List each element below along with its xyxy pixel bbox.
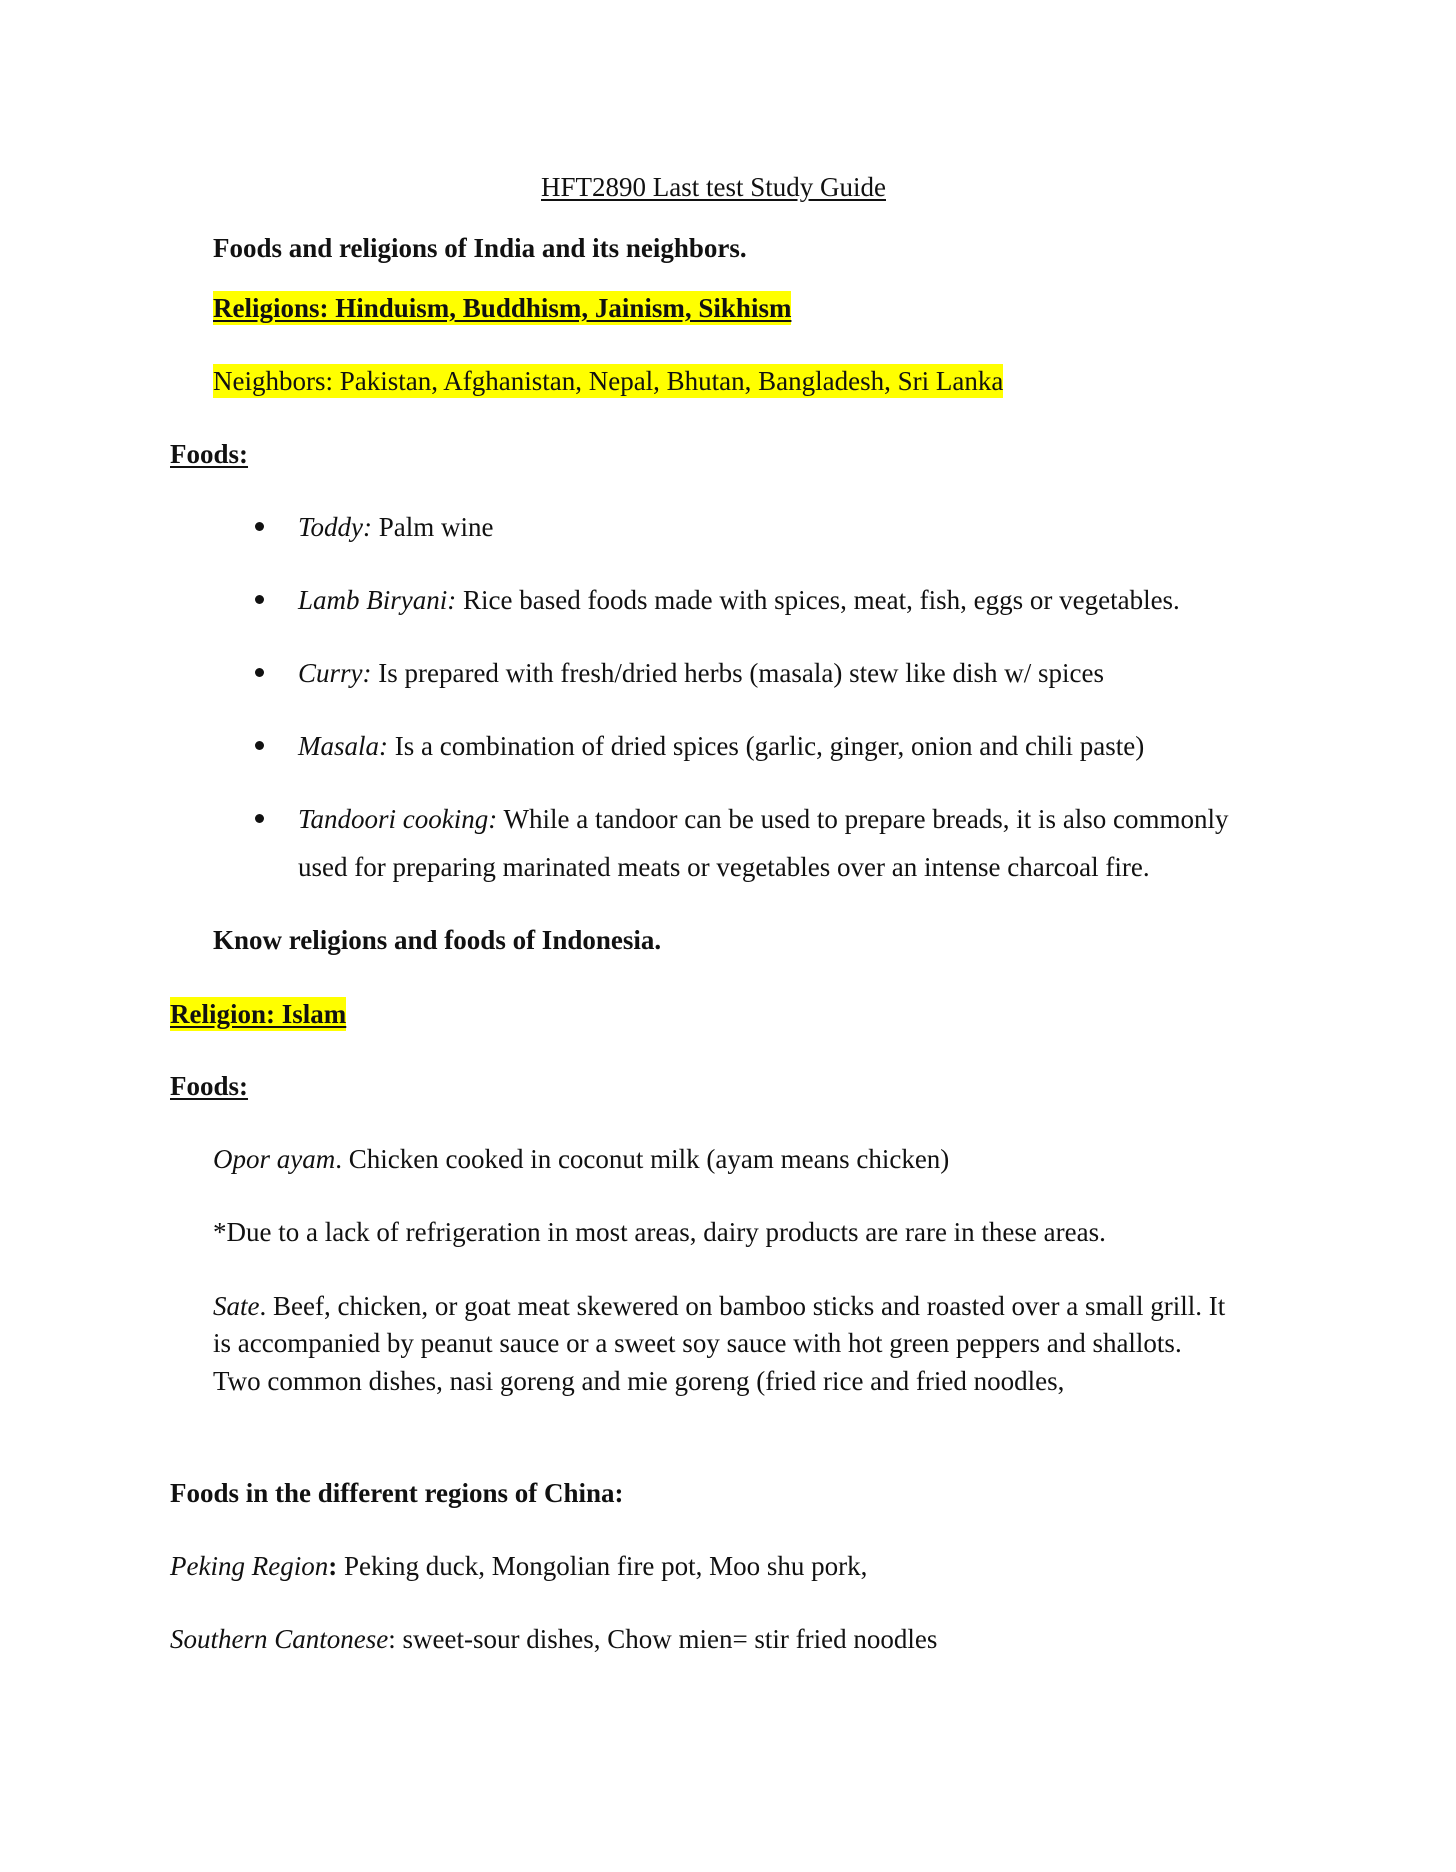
list-item-toddy: Toddy: Palm wine (298, 512, 494, 542)
bullet-icon (255, 668, 264, 677)
list-item-masala: Masala: Is a combination of dried spices (garlic, ginger, onion and chili paste) (298, 731, 1145, 761)
china-heading: Foods in the different regions of China: (170, 1478, 624, 1508)
india-heading: Foods and religions of India and its neighbors. (213, 233, 747, 263)
list-item-curry: Curry: Is prepared with fresh/dried herbs (masala) stew like dish w/ spices (298, 658, 1105, 688)
opor-ayam-entry: Opor ayam. Chicken cooked in coconut milk (ayam means chicken) (213, 1144, 950, 1174)
bullet-icon (255, 814, 264, 823)
bullet-icon (255, 595, 264, 604)
sate-entry: Sate. Beef, chicken, or goat meat skewered on bamboo sticks and roasted over a small grill. It (213, 1291, 1226, 1321)
list-item-tandoori-continued: used for preparing marinated meats or vegetables over an intense charcoal fire. (298, 852, 1150, 882)
sate-entry-line3: Two common dishes, nasi goreng and mie goreng (fried rice and fried noodles, (213, 1366, 1065, 1396)
indonesia-religion: Religion: Islam (170, 999, 347, 1029)
list-item-lamb-biryani: Lamb Biryani: Rice based foods made with spices, meat, fish, eggs or vegetables. (298, 585, 1180, 615)
bullet-icon (255, 522, 264, 531)
bullet-icon (255, 741, 264, 750)
sate-entry-line2: is accompanied by peanut sauce or a sweet soy sauce with hot green peppers and shallots. (213, 1328, 1182, 1358)
refrigeration-note: *Due to a lack of refrigeration in most areas, dairy products are rare in these areas. (213, 1217, 1106, 1247)
indonesia-heading: Know religions and foods of Indonesia. (213, 925, 662, 955)
document-title: HFT2890 Last test Study Guide (541, 172, 886, 202)
india-foods-label: Foods: (170, 439, 249, 469)
india-neighbors: Neighbors: Pakistan, Afghanistan, Nepal, Bhutan, Bangladesh, Sri Lanka (213, 366, 1004, 396)
peking-region-entry: Peking Region: Peking duck, Mongolian fire pot, Moo shu pork, (170, 1551, 868, 1581)
india-religions: Religions: Hinduism, Buddhism, Jainism, Sikhism (213, 293, 792, 323)
list-item-tandoori: Tandoori cooking: While a tandoor can be used to prepare breads, it is also commonly (298, 804, 1229, 834)
indonesia-foods-label: Foods: (170, 1071, 249, 1101)
southern-cantonese-entry: Southern Cantonese: sweet-sour dishes, Chow mien= stir fried noodles (170, 1624, 938, 1654)
